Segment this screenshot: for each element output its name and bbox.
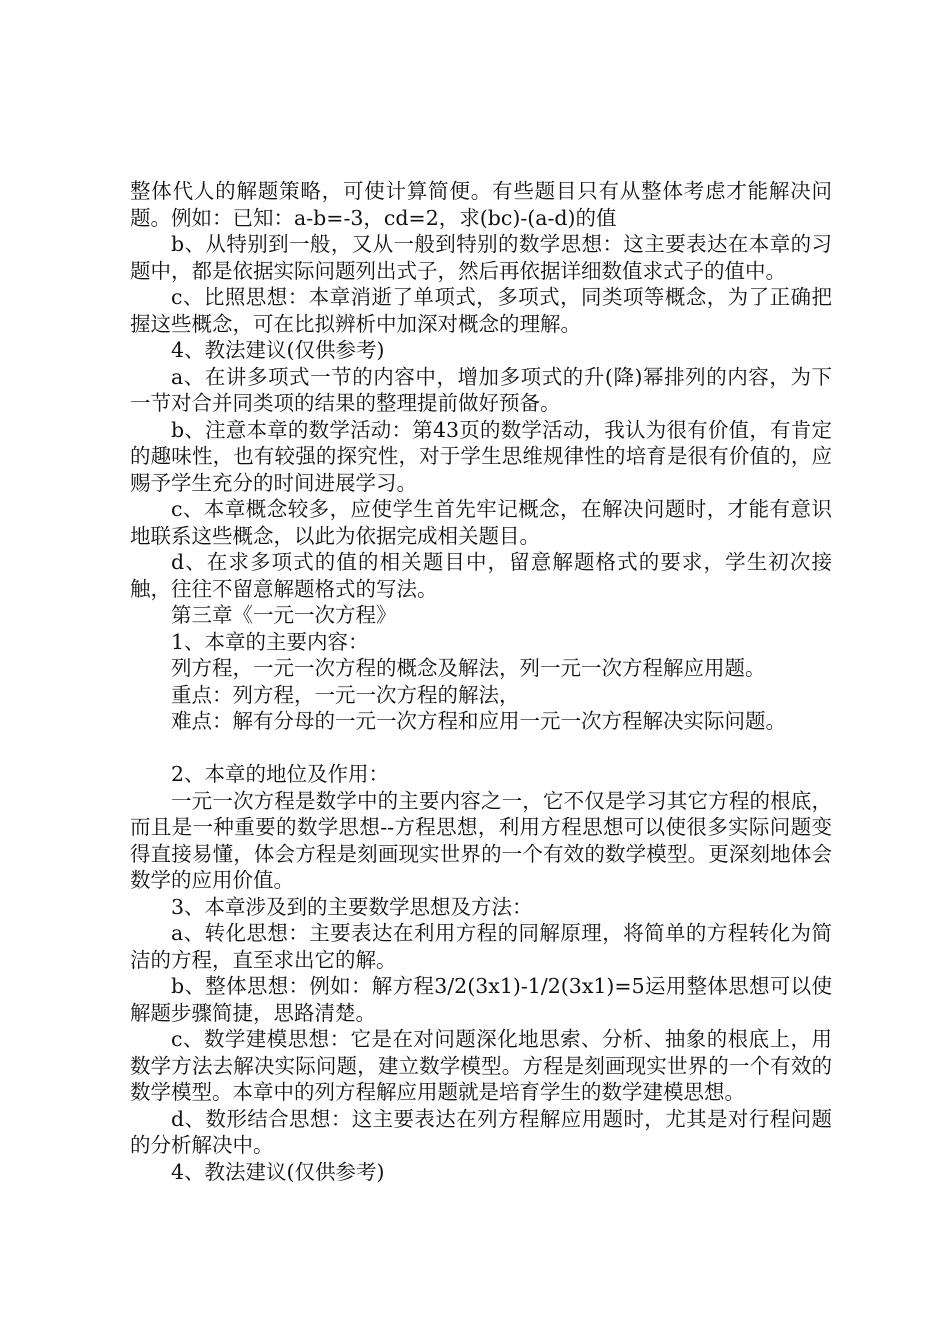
paragraph: 一元一次方程是数学中的主要内容之一，它不仅是学习其它方程的根底，而且是一种重要的数学思想--方程思想，利用方程思想可以使很多实际问题变得直接易懂，体会方程是刻画现实世界的一个有效的数学模型。更深刻地体会数学的应用价值。 [130,788,832,892]
paragraph: b、整体思想：例如：解方程3/2(3x1)-1/2(3x1)=5运用整体思想可以使解题步骤简捷，思路清楚。 [130,974,832,1025]
paragraph: c、数学建模思想：它是在对问题深化地思索、分析、抽象的根底上，用数学方法去解决实际问题，建立数学模型。方程是刻画现实世界的一个有效的数学模型。本章中的列方程解应用题就是培育学生的数学建模思想。 [130,1027,832,1104]
paragraph: 列方程，一元一次方程的概念及解法，列一元一次方程解应用题。 [171,656,766,680]
document-body [130,178,832,1185]
section-heading: 1、本章的主要内容： [171,629,369,654]
paragraph: b、注意本章的数学活动：第43页的数学活动，我认为很有价值，有肯定的趣味性，也有较强的探究性，对于学生思维规律性的培育是很有价值的，应赐予学生充分的时间进展学习。 [130,417,832,495]
blank-line [130,735,832,762]
paragraph: d、在求多项式的值的相关题目中，留意解题格式的要求，学生初次接触，往往不留意解题格式的写法。 [130,550,832,601]
paragraph: a、转化思想：主要表达在利用方程的同解原理，将简单的方程转化为简洁的方程，直至求出它的解。 [130,921,832,972]
paragraph: c、比照思想：本章消逝了单项式，多项式，同类项等概念，为了正确把握这些概念，可在比拟辨析中加深对概念的理解。 [130,285,832,336]
section-heading: 4、教法建议(仅供参考) [171,1159,385,1184]
section-heading: 4、教法建议(仅供参考) [171,338,385,362]
paragraph: d、数形结合思想：这主要表达在列方程解应用题时，尤其是对行程问题的分析解决中。 [130,1106,832,1157]
paragraph: 整体代人的解题策略，可使计算简便。有些题目只有从整体考虑才能解决问题。例如：已知：a-b=-3，cd=2，求(bc)-(a-d)的值 [130,179,832,230]
paragraph: c、本章概念较多，应使学生首先牢记概念，在解决问题时，才能有意识地联系这些概念，以此为依据完成相关题目。 [130,497,832,548]
section-heading: 2、本章的地位及作用： [171,762,390,786]
paragraph: 重点：列方程，一元一次方程的解法， [171,682,520,707]
paragraph: 难点：解有分母的一元一次方程和应用一元一次方程解决实际问题。 [171,709,786,733]
paragraph: b、从特别到一般，又从一般到特别的数学思想：这主要表达在本章的习题中，都是依据实际问题列出式子，然后再依据详细数值求式子的值中。 [130,232,832,283]
chapter-title: 第三章《一元一次方程》 [171,603,397,627]
paragraph: a、在讲多项式一节的内容中，增加多项式的升(降)幂排列的内容，为下一节对合并同类项的结果的整理提前做好预备。 [130,364,832,415]
section-heading: 3、本章涉及到的主要数学思想及方法： [171,894,533,919]
